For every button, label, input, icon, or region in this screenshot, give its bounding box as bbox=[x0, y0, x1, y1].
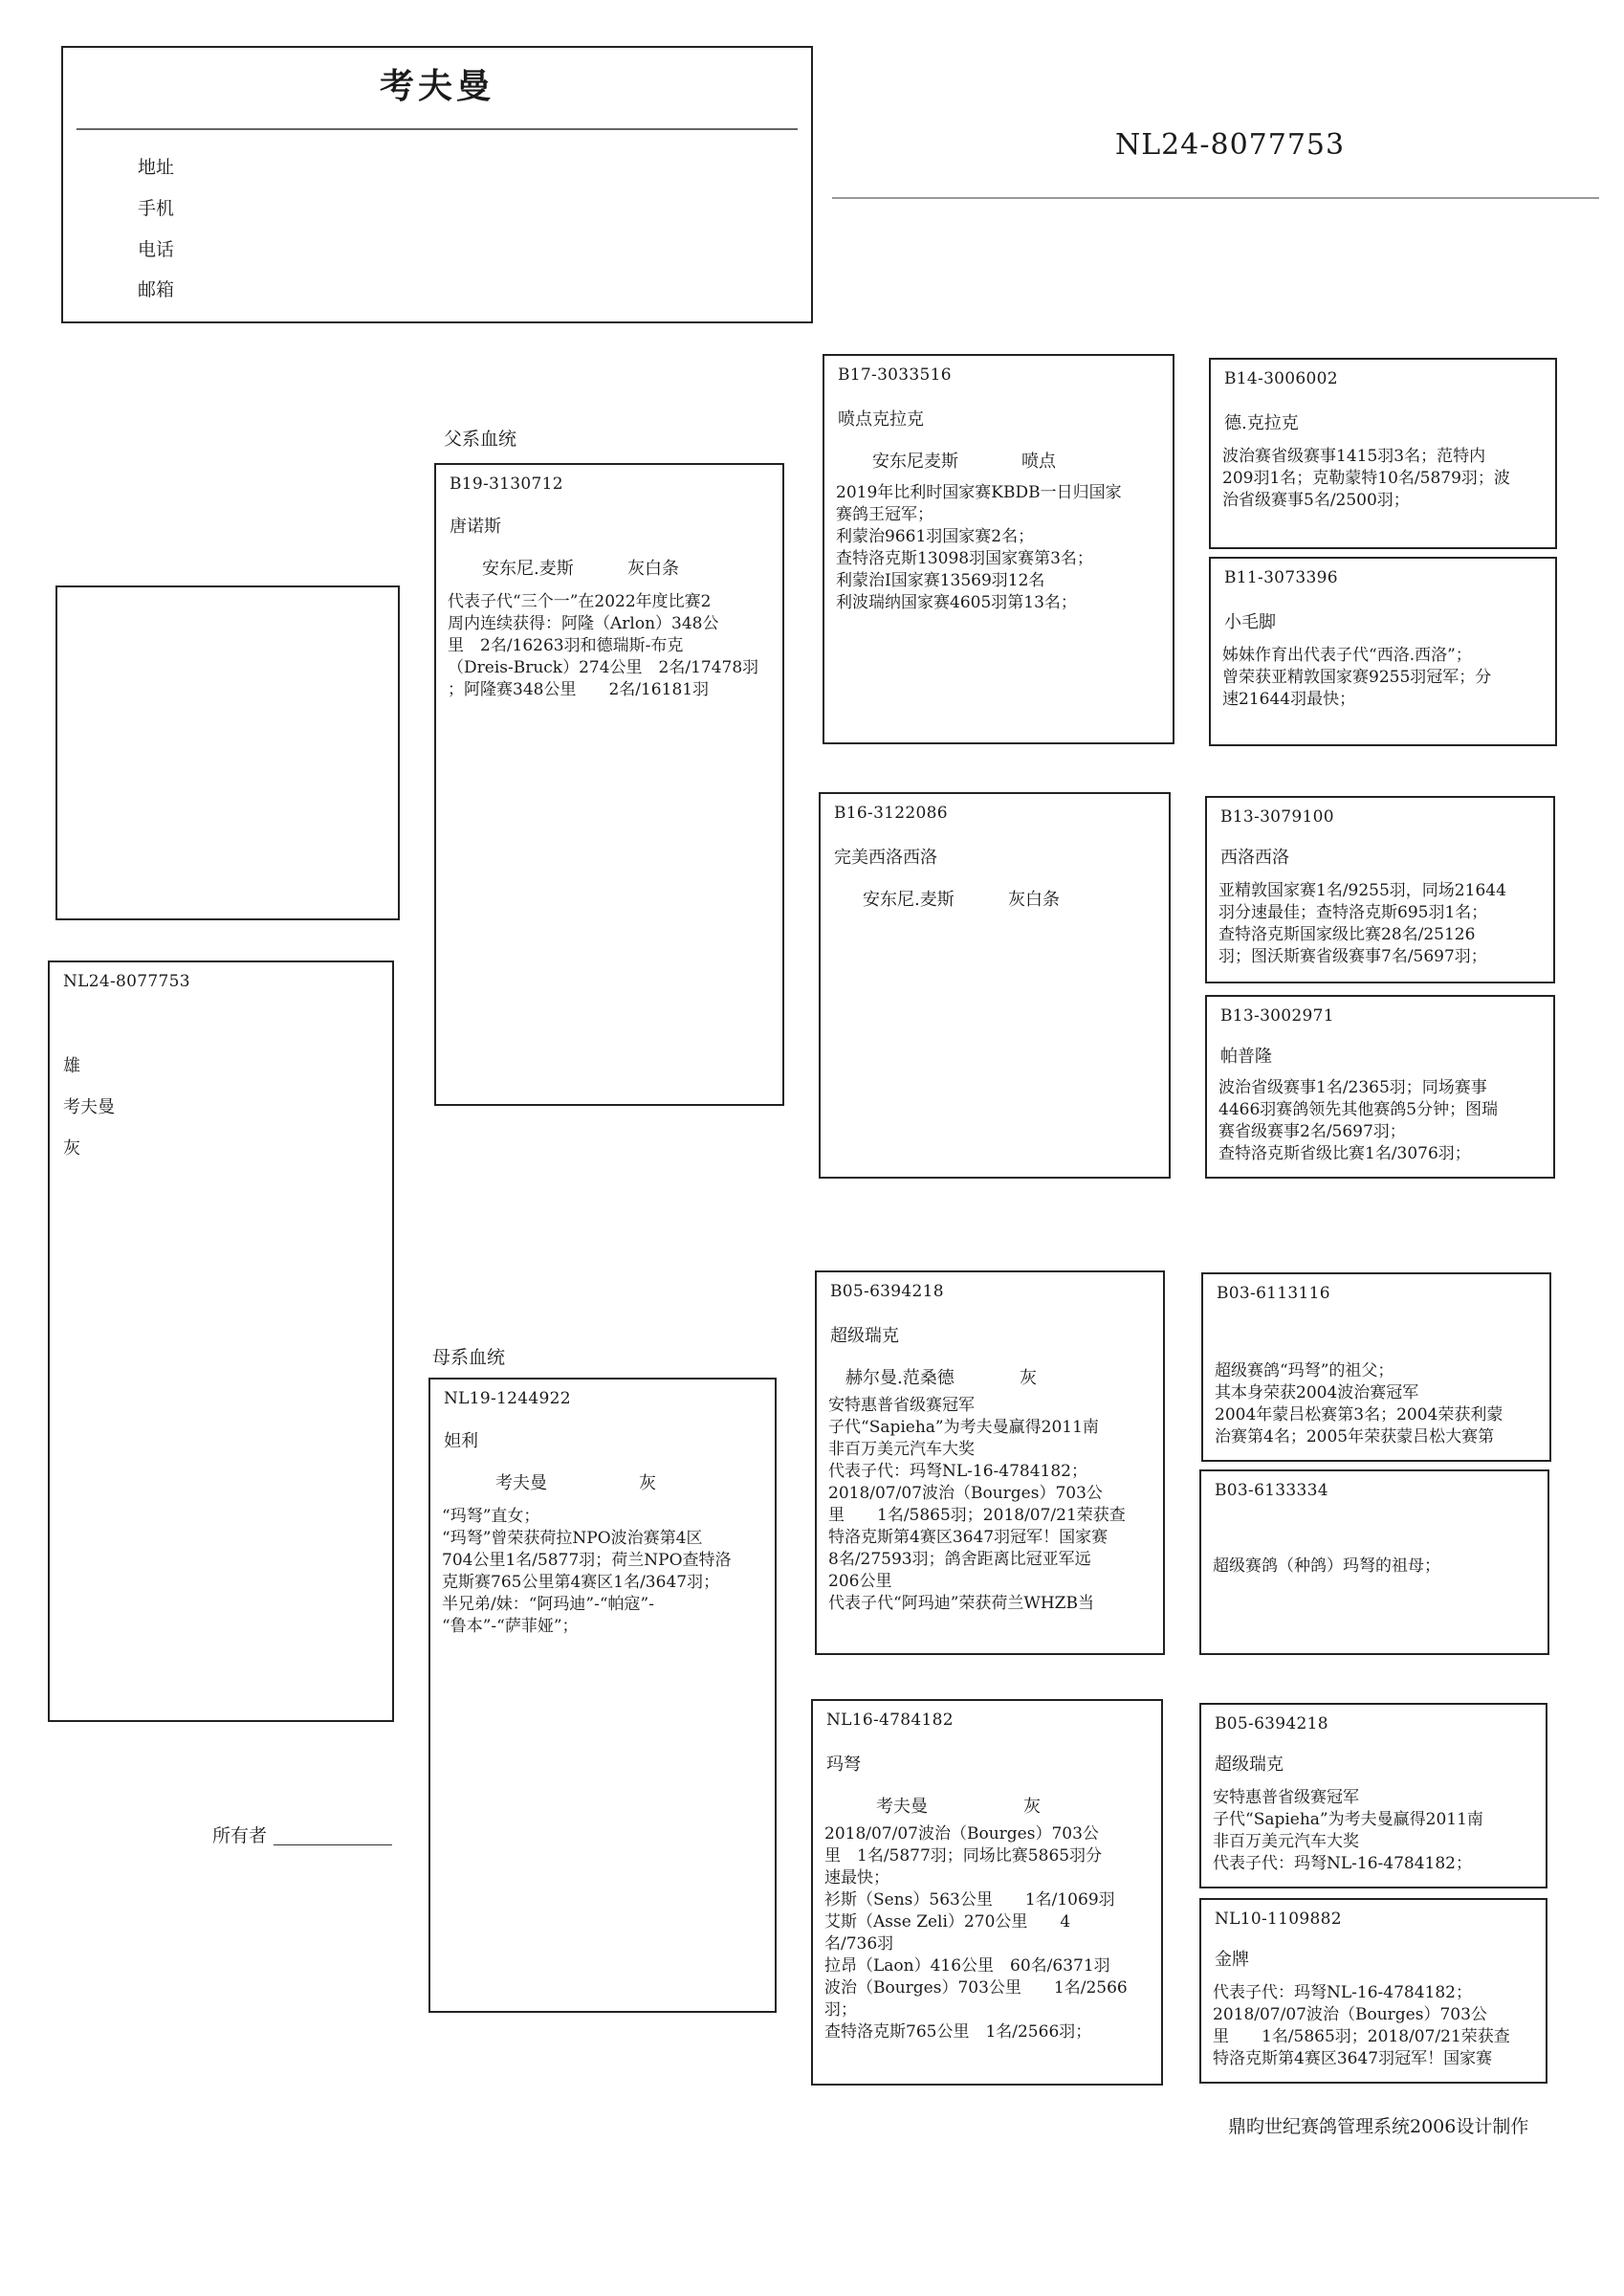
mmf-ring: B05-6394218 bbox=[1215, 1714, 1328, 1733]
mf-breeder: 赫尔曼.范桑德 bbox=[845, 1368, 955, 1388]
fm-breeder: 安东尼.麦斯 bbox=[863, 890, 955, 910]
father-color: 灰白条 bbox=[627, 559, 679, 579]
mf-name: 超级瑞克 bbox=[830, 1326, 899, 1346]
owner-label: 所有者 bbox=[212, 1825, 268, 1846]
mother-breeder: 考夫曼 bbox=[495, 1473, 547, 1493]
mm-notes: 2018/07/07波治（Bourges）703公 里 1名/5877羽；同场比赛5865羽分 速最快； 衫斯（Sens）563公里 1名/1069羽 艾斯（Asse Zeli）270公里 4 名/736羽 拉昂（Laon）416公里 60名/6371羽 波治（Bourges）703公里 1名/2566 羽； 查特洛克斯765公里 1名/2566羽； bbox=[824, 1824, 1128, 2042]
photo-frame bbox=[55, 585, 400, 920]
ffm-ring: B11-3073396 bbox=[1224, 568, 1338, 587]
subject-breeder: 考夫曼 bbox=[63, 1097, 115, 1117]
fm-box bbox=[819, 792, 1171, 1179]
mm-color: 灰 bbox=[1023, 1797, 1041, 1817]
fm-ring: B16-3122086 bbox=[834, 804, 948, 823]
fmf-box bbox=[1205, 796, 1555, 983]
main-ring-number: NL24-8077753 bbox=[1115, 128, 1346, 162]
ffm-name: 小毛脚 bbox=[1224, 612, 1276, 632]
mmm-notes: 代表子代：玛弩NL-16-4784182； 2018/07/07波治（Bourges）703公 里 1名/5865羽；2018/07/21荣获查 特洛克斯第4赛区3647羽冠军！国家赛 bbox=[1213, 1983, 1510, 2068]
mf-color: 灰 bbox=[1020, 1368, 1037, 1388]
ff-color: 喷点 bbox=[1021, 452, 1056, 472]
fff-ring: B14-3006002 bbox=[1224, 369, 1338, 388]
mmf-notes: 安特惠普省级赛冠军 子代“Sapieha”为考夫曼赢得2011南 非百万美元汽车大奖 代表子代：玛弩NL-16-4784182； bbox=[1213, 1788, 1483, 1873]
subject-sex: 雄 bbox=[63, 1056, 80, 1076]
mobile-label: 手机 bbox=[138, 198, 175, 219]
phone-label: 电话 bbox=[138, 239, 175, 260]
mff-box bbox=[1201, 1272, 1551, 1462]
father-breeder: 安东尼.麦斯 bbox=[482, 559, 574, 579]
fff-box bbox=[1209, 358, 1557, 549]
address-label: 地址 bbox=[138, 157, 175, 178]
loft-name: 考夫曼 bbox=[379, 66, 494, 106]
footer-credit: 鼎昀世纪赛鸽管理系统2006设计制作 bbox=[1228, 2116, 1529, 2137]
main-ring-underline bbox=[832, 197, 1599, 199]
mmf-name: 超级瑞克 bbox=[1215, 1755, 1284, 1775]
mm-ring: NL16-4784182 bbox=[826, 1711, 954, 1730]
fmm-ring: B13-3002971 bbox=[1220, 1006, 1334, 1026]
fm-name: 完美西洛西洛 bbox=[834, 848, 937, 868]
father-box bbox=[434, 463, 784, 1106]
mfm-ring: B03-6133334 bbox=[1215, 1481, 1328, 1500]
subject-color: 灰 bbox=[63, 1138, 80, 1159]
mmm-box bbox=[1199, 1898, 1547, 2084]
loft-header bbox=[61, 46, 813, 323]
mm-name: 玛弩 bbox=[826, 1755, 861, 1775]
ffm-notes: 姊妹作育出代表子代“西洛.西洛”； 曾荣获亚精敦国家赛9255羽冠军；分 速21644羽最快； bbox=[1222, 646, 1492, 709]
ff-box bbox=[823, 354, 1174, 744]
mf-box bbox=[815, 1270, 1165, 1655]
mother-box bbox=[428, 1378, 777, 2013]
ffm-box bbox=[1209, 557, 1557, 746]
mmm-ring: NL10-1109882 bbox=[1215, 1910, 1342, 1929]
ff-ring: B17-3033516 bbox=[838, 365, 952, 385]
fmm-notes: 波治省级赛事1名/2365羽；同场赛事 4466羽赛鸽领先其他赛鸽5分钟；图瑞 赛省级赛事2名/5697羽； 查特洛克斯省级比赛1名/3076羽； bbox=[1218, 1078, 1499, 1163]
fmf-ring: B13-3079100 bbox=[1220, 807, 1334, 827]
maternal-label: 母系血统 bbox=[432, 1347, 506, 1368]
mmf-box bbox=[1199, 1703, 1547, 1888]
mother-notes: “玛弩”直女； “玛弩”曾荣获荷拉NPO波治赛第4区 704公里1名/5877羽；荷兰NPO查特洛 克斯赛765公里第4赛区1名/3647羽； 半兄弟/妹：“阿玛迪”-“帕寇”- “鲁本”-“萨菲娅”； bbox=[442, 1507, 732, 1636]
mf-ring: B05-6394218 bbox=[830, 1282, 944, 1301]
mm-box bbox=[811, 1699, 1163, 2086]
email-label: 邮箱 bbox=[138, 279, 175, 300]
paternal-label: 父系血统 bbox=[444, 429, 517, 450]
fmm-box bbox=[1205, 995, 1555, 1179]
mm-breeder: 考夫曼 bbox=[876, 1797, 928, 1817]
mother-ring: NL19-1244922 bbox=[444, 1389, 571, 1408]
subject-ring: NL24-8077753 bbox=[63, 972, 190, 991]
fff-name: 德.克拉克 bbox=[1224, 413, 1299, 433]
father-ring: B19-3130712 bbox=[450, 475, 563, 494]
mf-notes: 安特惠普省级赛冠军 子代“Sapieha”为考夫曼赢得2011南 非百万美元汽车大奖 代表子代：玛弩NL-16-4784182； 2018/07/07波治（Bourges）703公 里 1名/5865羽；2018/07/21荣获查 特洛克斯第4赛区3647羽冠军！国家赛 8名/27593羽；鸽舍距离比冠亚军远 206公里 代表子代“阿玛迪”荣获荷兰WHZB当 bbox=[828, 1396, 1126, 1613]
ff-name: 喷点克拉克 bbox=[838, 409, 924, 430]
ff-breeder: 安东尼麦斯 bbox=[872, 452, 958, 472]
ff-notes: 2019年比利时国家赛KBDB一日归国家 赛鸽王冠军； 利蒙治9661羽国家赛2名； 查特洛克斯13098羽国家赛第3名； 利蒙治I国家赛13569羽12名 利波瑞纳国家赛4605羽第13名； bbox=[836, 483, 1122, 612]
mother-name: 妲利 bbox=[444, 1431, 478, 1451]
fff-notes: 波治赛省级赛事1415羽3名；范特内 209羽1名；克勒蒙特10名/5879羽；波 治省级赛事5名/2500羽； bbox=[1222, 447, 1510, 510]
mfm-notes: 超级赛鸽（种鸽）玛弩的祖母； bbox=[1213, 1556, 1440, 1576]
subject-box bbox=[48, 960, 394, 1722]
mmm-name: 金牌 bbox=[1215, 1950, 1249, 1970]
father-name: 唐诺斯 bbox=[450, 517, 501, 537]
owner-line bbox=[274, 1844, 392, 1845]
mff-notes: 超级赛鸽“玛弩”的祖父； 其本身荣获2004波治赛冠军 2004年蒙吕松赛第3名；2004荣获利蒙 治赛第4名；2005年荣获蒙吕松大赛第 bbox=[1215, 1361, 1503, 1446]
fmm-name: 帕普隆 bbox=[1220, 1047, 1272, 1067]
fmf-notes: 亚精敦国家赛1名/9255羽，同场21644 羽分速最佳；查特洛克斯695羽1名； 查特洛克斯国家级比赛28名/25126 羽；图沃斯赛省级赛事7名/5697羽； bbox=[1218, 881, 1506, 966]
mfm-box bbox=[1199, 1469, 1549, 1655]
fm-color: 灰白条 bbox=[1008, 890, 1060, 910]
header-divider bbox=[77, 128, 798, 130]
mother-color: 灰 bbox=[639, 1473, 656, 1493]
father-notes: 代表子代“三个一”在2022年度比赛2 周内连续获得：阿隆（Arlon）348公 里 2名/16263羽和德瑞斯-布克 （Dreis-Bruck）274公里 2名/17478羽 ；阿隆赛348公里 2名/16181羽 bbox=[448, 592, 759, 699]
fmf-name: 西洛西洛 bbox=[1220, 848, 1289, 868]
mff-ring: B03-6113116 bbox=[1217, 1284, 1330, 1303]
